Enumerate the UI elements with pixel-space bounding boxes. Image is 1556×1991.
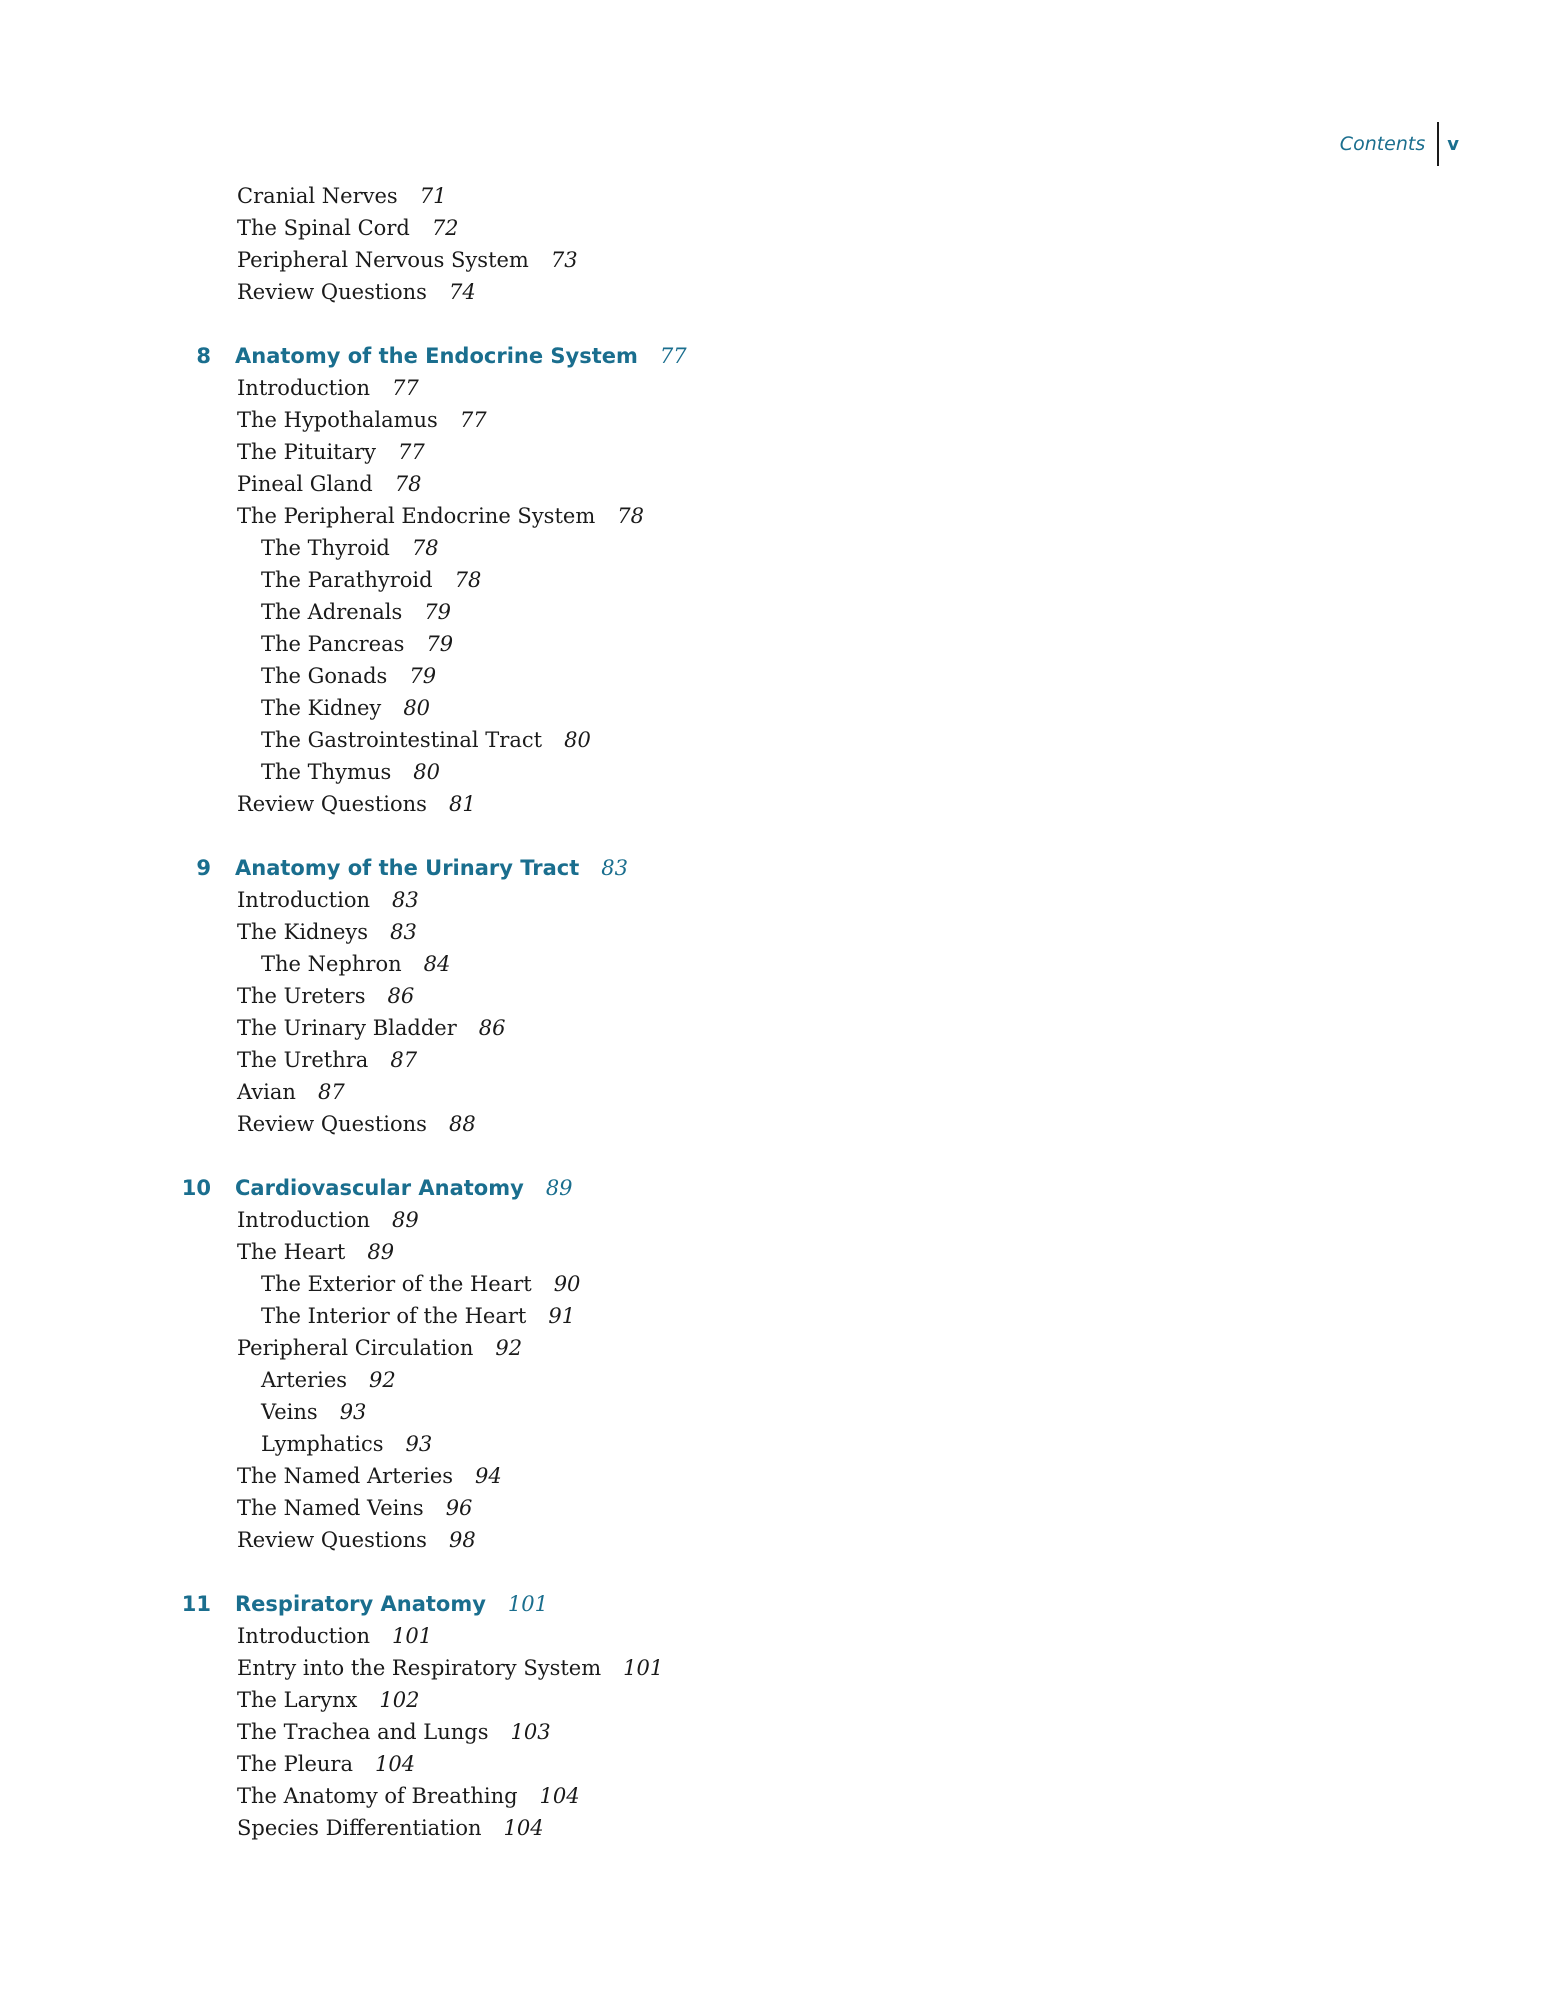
chapter-page: 101 bbox=[507, 1592, 548, 1616]
toc-entry-page: 92 bbox=[495, 1336, 523, 1360]
chapter-title: Respiratory Anatomy bbox=[235, 1592, 486, 1616]
toc-entry-title: Introduction bbox=[237, 1208, 370, 1232]
toc-entry-title: The Gonads bbox=[261, 664, 388, 688]
toc-entry[interactable] bbox=[0, 500, 1556, 532]
toc-entry-page: 93 bbox=[339, 1400, 367, 1424]
toc-subentry[interactable] bbox=[0, 1300, 1556, 1332]
toc-entry-title: Introduction bbox=[237, 888, 370, 912]
toc-entry-title: Review Questions bbox=[237, 792, 427, 816]
toc-entry[interactable] bbox=[0, 916, 1556, 948]
toc-entry-title: The Gastrointestinal Tract bbox=[261, 728, 543, 752]
toc-entry-title: The Ureters bbox=[237, 984, 366, 1008]
toc-entry-title: The Adrenals bbox=[261, 600, 403, 624]
chapter-heading-8[interactable] bbox=[0, 340, 1556, 372]
toc-entry-title: The Named Veins bbox=[237, 1496, 424, 1520]
toc-entry-title: The Exterior of the Heart bbox=[261, 1272, 532, 1296]
toc-entry-title: The Anatomy of Breathing bbox=[237, 1784, 518, 1808]
toc-entry-page: 103 bbox=[510, 1720, 551, 1744]
toc-entry-page: 79 bbox=[424, 600, 451, 624]
toc-entry[interactable] bbox=[0, 1748, 1556, 1780]
toc-entry-title: The Pleura bbox=[237, 1752, 353, 1776]
toc-entry-page: 78 bbox=[454, 568, 482, 592]
toc-entry-page: 80 bbox=[413, 760, 440, 784]
toc-subentry[interactable] bbox=[0, 756, 1556, 788]
toc-entry-page: 81 bbox=[448, 792, 476, 816]
toc-entry-page: 79 bbox=[409, 664, 437, 688]
toc-entry-title: Entry into the Respiratory System bbox=[237, 1656, 602, 1680]
toc-entry[interactable] bbox=[0, 788, 1556, 820]
chapter-title-wrap bbox=[235, 340, 687, 372]
toc-entry-title: The Nephron bbox=[261, 952, 402, 976]
chapter-heading-9[interactable] bbox=[0, 852, 1556, 884]
toc-entry[interactable] bbox=[0, 1812, 1556, 1844]
toc-entry[interactable] bbox=[0, 1620, 1556, 1652]
toc-entry-title: Introduction bbox=[237, 376, 370, 400]
chapter-heading-10[interactable] bbox=[0, 1172, 1556, 1204]
toc-entry-page: 78 bbox=[411, 536, 439, 560]
running-header bbox=[1340, 122, 1459, 166]
toc-entry[interactable] bbox=[0, 468, 1556, 500]
toc-entry-title: Veins bbox=[261, 1400, 318, 1424]
toc-entry-page: 104 bbox=[375, 1752, 416, 1776]
chapter-title: Anatomy of the Endocrine System bbox=[235, 344, 638, 368]
running-header-section: Contents bbox=[1339, 133, 1426, 155]
chapter-number: 11 bbox=[181, 1592, 211, 1616]
toc-entry-title: Cranial Nerves bbox=[237, 184, 398, 208]
toc-entry[interactable] bbox=[0, 1332, 1556, 1364]
toc-entry-title: Lymphatics bbox=[261, 1432, 384, 1456]
toc-entry[interactable] bbox=[0, 1044, 1556, 1076]
toc-entry-page: 93 bbox=[405, 1432, 433, 1456]
page-number: v bbox=[1447, 133, 1459, 155]
toc-entry-page: 102 bbox=[379, 1688, 420, 1712]
toc-entry[interactable] bbox=[0, 1076, 1556, 1108]
chapter-heading-11[interactable] bbox=[0, 1588, 1556, 1620]
toc-entry-page: 80 bbox=[403, 696, 431, 720]
toc-entry-title: The Larynx bbox=[237, 1688, 358, 1712]
toc-entry-title: The Spinal Cord bbox=[237, 216, 410, 240]
toc-entry-page: 86 bbox=[387, 984, 415, 1008]
toc-subentry[interactable] bbox=[0, 724, 1556, 756]
toc-entry-page: 87 bbox=[390, 1048, 418, 1072]
table-of-contents bbox=[0, 180, 1556, 1844]
toc-entry-page: 101 bbox=[623, 1656, 664, 1680]
chapter-page: 83 bbox=[601, 856, 628, 880]
toc-entry-title: The Pancreas bbox=[261, 632, 405, 656]
chapter-number: 8 bbox=[196, 344, 211, 368]
toc-entry[interactable] bbox=[0, 212, 1556, 244]
toc-subentry[interactable] bbox=[0, 692, 1556, 724]
toc-subentry[interactable] bbox=[0, 596, 1556, 628]
toc-entry-title: Species Differentiation bbox=[237, 1816, 482, 1840]
toc-entry-page: 104 bbox=[503, 1816, 544, 1840]
toc-subentry[interactable] bbox=[0, 1396, 1556, 1428]
chapter-page: 89 bbox=[545, 1176, 573, 1200]
toc-entry-page: 104 bbox=[539, 1784, 580, 1808]
toc-entry[interactable] bbox=[0, 372, 1556, 404]
chapter-title-wrap bbox=[235, 1172, 573, 1204]
toc-entry-title: The Interior of the Heart bbox=[261, 1304, 527, 1328]
toc-subentry[interactable] bbox=[0, 628, 1556, 660]
toc-entry-page: 77 bbox=[392, 376, 419, 400]
toc-subentry[interactable] bbox=[0, 660, 1556, 692]
toc-entry-page: 83 bbox=[390, 920, 417, 944]
chapter-title: Anatomy of the Urinary Tract bbox=[235, 856, 580, 880]
toc-entry[interactable] bbox=[0, 276, 1556, 308]
toc-entry-title: Peripheral Nervous System bbox=[237, 248, 529, 272]
toc-entry-page: 73 bbox=[550, 248, 578, 272]
toc-entry[interactable] bbox=[0, 1012, 1556, 1044]
toc-entry-title: The Kidney bbox=[261, 696, 382, 720]
toc-entry-title: The Parathyroid bbox=[261, 568, 433, 592]
toc-entry-page: 92 bbox=[369, 1368, 396, 1392]
toc-entry-title: Review Questions bbox=[237, 1112, 427, 1136]
toc-entry-page: 77 bbox=[398, 440, 425, 464]
toc-subentry[interactable] bbox=[0, 1268, 1556, 1300]
toc-entry-page: 77 bbox=[459, 408, 487, 432]
toc-entry[interactable] bbox=[0, 884, 1556, 916]
toc-entry-page: 78 bbox=[394, 472, 422, 496]
toc-entry-title: Review Questions bbox=[237, 1528, 427, 1552]
toc-entry-title: The Thyroid bbox=[261, 536, 390, 560]
chapter-number: 9 bbox=[196, 856, 211, 880]
toc-entry-page: 89 bbox=[367, 1240, 395, 1264]
toc-entry-title: Review Questions bbox=[237, 280, 427, 304]
toc-entry-title: Arteries bbox=[261, 1368, 348, 1392]
toc-entry-page: 94 bbox=[475, 1464, 502, 1488]
toc-entry[interactable] bbox=[0, 1108, 1556, 1140]
toc-entry[interactable] bbox=[0, 1652, 1556, 1684]
toc-entry-title: The Named Arteries bbox=[237, 1464, 454, 1488]
toc-entry-page: 79 bbox=[426, 632, 454, 656]
toc-entry[interactable] bbox=[0, 980, 1556, 1012]
toc-entry[interactable] bbox=[0, 1236, 1556, 1268]
toc-entry-title: The Thymus bbox=[261, 760, 392, 784]
toc-entry-page: 96 bbox=[445, 1496, 473, 1520]
toc-entry-page: 84 bbox=[423, 952, 451, 976]
toc-entry-title: The Heart bbox=[237, 1240, 346, 1264]
toc-entry-title: Peripheral Circulation bbox=[237, 1336, 474, 1360]
toc-entry-page: 80 bbox=[564, 728, 591, 752]
toc-entry-page: 89 bbox=[392, 1208, 419, 1232]
toc-entry[interactable] bbox=[0, 1684, 1556, 1716]
toc-entry-page: 74 bbox=[448, 280, 476, 304]
toc-entry[interactable] bbox=[0, 436, 1556, 468]
chapter-title-wrap bbox=[235, 1588, 548, 1620]
toc-entry-page: 88 bbox=[448, 1112, 476, 1136]
toc-subentry[interactable] bbox=[0, 948, 1556, 980]
chapter-title-wrap bbox=[235, 852, 628, 884]
chapter-page: 77 bbox=[659, 344, 687, 368]
toc-subentry[interactable] bbox=[0, 532, 1556, 564]
toc-entry[interactable] bbox=[0, 180, 1556, 212]
toc-subentry[interactable] bbox=[0, 1364, 1556, 1396]
toc-entry-title: The Peripheral Endocrine System bbox=[237, 504, 596, 528]
toc-entry-page: 72 bbox=[431, 216, 459, 240]
toc-entry-page: 91 bbox=[548, 1304, 576, 1328]
toc-subentry[interactable] bbox=[0, 564, 1556, 596]
chapter-number: 10 bbox=[181, 1176, 211, 1200]
toc-entry-title: The Hypothalamus bbox=[237, 408, 438, 432]
toc-entry[interactable] bbox=[0, 1716, 1556, 1748]
toc-entry[interactable] bbox=[0, 244, 1556, 276]
toc-entry-page: 101 bbox=[392, 1624, 433, 1648]
toc-entry-title: Introduction bbox=[237, 1624, 370, 1648]
toc-entry[interactable] bbox=[0, 1204, 1556, 1236]
toc-entry-page: 86 bbox=[478, 1016, 506, 1040]
chapter-title: Cardiovascular Anatomy bbox=[235, 1176, 524, 1200]
toc-entry[interactable] bbox=[0, 1780, 1556, 1812]
toc-entry-page: 78 bbox=[617, 504, 644, 528]
toc-entry-title: The Kidneys bbox=[237, 920, 369, 944]
toc-entry-page: 71 bbox=[419, 184, 447, 208]
toc-entry[interactable] bbox=[0, 1492, 1556, 1524]
toc-entry-title: The Urinary Bladder bbox=[237, 1016, 457, 1040]
toc-entry-page: 83 bbox=[392, 888, 419, 912]
toc-entry-title: The Pituitary bbox=[237, 440, 377, 464]
toc-entry[interactable] bbox=[0, 404, 1556, 436]
toc-entry-page: 98 bbox=[448, 1528, 476, 1552]
toc-entry-page: 87 bbox=[317, 1080, 345, 1104]
toc-entry[interactable] bbox=[0, 1460, 1556, 1492]
toc-entry-title: The Trachea and Lungs bbox=[237, 1720, 489, 1744]
toc-entry-page: 90 bbox=[553, 1272, 581, 1296]
toc-subentry[interactable] bbox=[0, 1428, 1556, 1460]
toc-entry-title: The Urethra bbox=[237, 1048, 369, 1072]
toc-entry[interactable] bbox=[0, 1524, 1556, 1556]
toc-entry-title: Avian bbox=[237, 1080, 296, 1104]
toc-entry-title: Pineal Gland bbox=[237, 472, 373, 496]
